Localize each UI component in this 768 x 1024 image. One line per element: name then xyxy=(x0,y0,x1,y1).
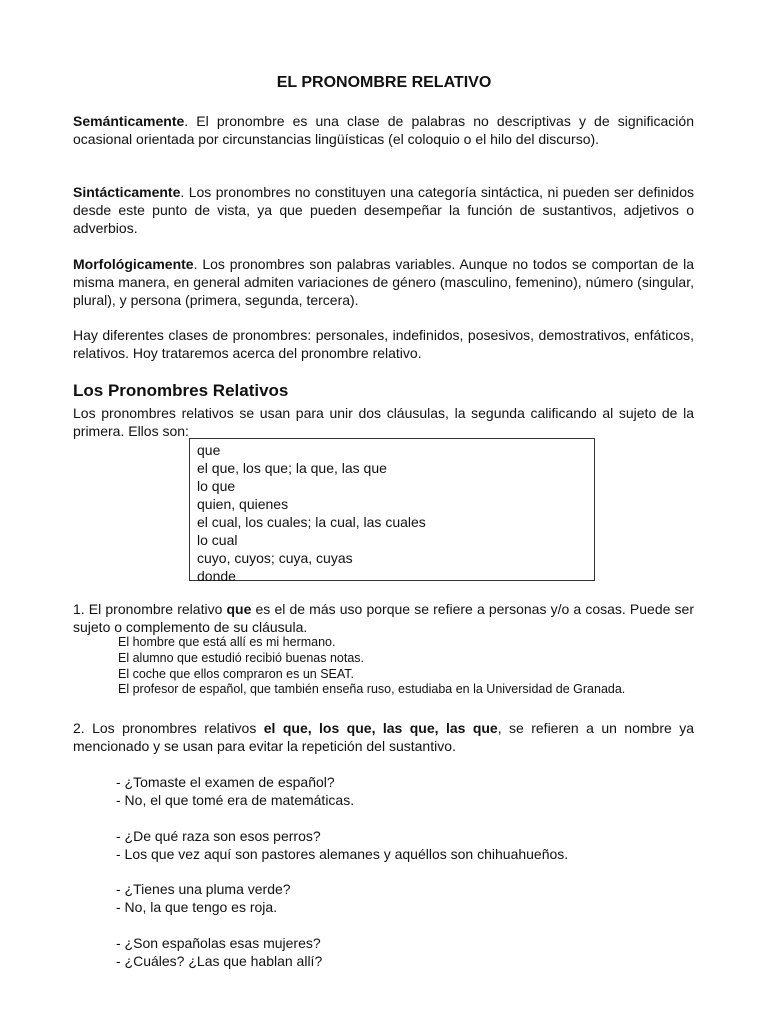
dialog-answer: - No, el que tomé era de matemáticas. xyxy=(116,792,355,808)
page-title: EL PRONOMBRE RELATIVO xyxy=(276,74,492,91)
dialog-answer: - No, la que tengo es roja. xyxy=(116,899,278,915)
dialog-answer: - Los que vez aquí son pastores alemanes y aquéllos son chihuahueños. xyxy=(116,846,569,862)
relative-pronoun-item: lo cual xyxy=(197,532,238,548)
paragraph-text: . Los pronombres no constituyen una categoría sintáctica, ni pueden ser definidos desde este punto de vista, ya que pueden desempeñar la función de sustantivos, adjetivos o adverbios. xyxy=(73,184,694,236)
dialog-answer: - ¿Cuáles? ¿Las que hablan allí? xyxy=(116,953,323,969)
relative-pronoun-item: el cual, los cuales; la cual, las cuales xyxy=(197,514,426,530)
paragraph-lead: Morfológicamente xyxy=(73,256,194,272)
dialog-question: - ¿Son españolas esas mujeres? xyxy=(116,935,321,951)
example-sentence: El alumno que estudió recibió buenas notas. xyxy=(118,650,364,665)
relative-pronoun-item: cuyo, cuyos; cuya, cuyas xyxy=(197,550,353,566)
dialog-question: - ¿De qué raza son esos perros? xyxy=(116,828,321,844)
point-1-examples xyxy=(118,635,718,698)
dialog-pair xyxy=(116,827,676,863)
point-1-keyword: que xyxy=(226,601,252,617)
point-1-intro: 1. El pronombre relativo xyxy=(73,601,227,617)
dialog-pair xyxy=(116,934,676,970)
relative-pronoun-item: el que, los que; la que, las que xyxy=(197,460,387,476)
paragraph-semanticamente xyxy=(73,112,694,148)
example-sentence: El hombre que está allí es mi hermano. xyxy=(118,635,336,649)
dialog-question: - ¿Tomaste el examen de español? xyxy=(116,774,335,790)
point-1-paragraph xyxy=(73,600,694,636)
relative-pronoun-item: lo que xyxy=(197,478,236,494)
relative-pronoun-item: donde xyxy=(197,568,236,584)
section-description: Los pronombres relativos se usan para unir dos cláusulas, la segunda calificando al sujeto de la primera. Ellos son: xyxy=(73,405,694,439)
relative-pronouns-box xyxy=(189,438,595,584)
section-heading: Los Pronombres Relativos xyxy=(73,381,289,400)
example-sentence: El coche que ellos compraron es un SEAT. xyxy=(118,666,355,681)
paragraph-text: Hay diferentes clases de pronombres: personales, indefinidos, posesivos, demostrativos, enfáticos, relativos. Hoy trataremos acerca del pronombre relativo. xyxy=(73,327,694,361)
point-2-text: , se refieren a un nombre ya mencionado y se usan para evitar la repetición del sustantivo. xyxy=(73,720,694,754)
point-2-intro: 2. Los pronombres relativos xyxy=(73,720,264,736)
dialog-pair xyxy=(116,773,676,809)
paragraph-text: . El pronombre es una clase de palabras no descriptivas y de significación ocasional orientada por circunstancias lingüísticas (el coloquio o el hilo del discurso). xyxy=(73,113,694,147)
paragraph-morfologicamente xyxy=(73,255,694,309)
relative-pronoun-item: que xyxy=(197,442,221,458)
paragraph-text: . Los pronombres son palabras variables. Aunque no todos se comportan de la misma manera, en general admiten variaciones de género (masculino, femenino), número (singular, plural), y persona (primera, segunda, tercera). xyxy=(73,256,694,308)
point-2-paragraph xyxy=(73,719,694,755)
relative-pronoun-item: quien, quienes xyxy=(197,496,289,512)
dialog-pair xyxy=(116,880,676,916)
example-sentence: El profesor de español, que también enseña ruso, estudiaba en la Universidad de Granada. xyxy=(118,682,626,697)
point-1-text: es el de más uso porque se refiere a personas y/o a cosas. Puede ser sujeto o complemento de su cláusula. xyxy=(73,601,694,635)
paragraph-sintacticamente xyxy=(73,183,694,237)
paragraph-lead: Sintácticamente xyxy=(73,184,181,200)
point-2-keyword: el que, los que, las que, las que xyxy=(263,720,498,736)
paragraph-lead: Semánticamente xyxy=(73,113,185,129)
dialog-question: - ¿Tienes una pluma verde? xyxy=(116,881,291,897)
paragraph-clases xyxy=(73,326,694,362)
